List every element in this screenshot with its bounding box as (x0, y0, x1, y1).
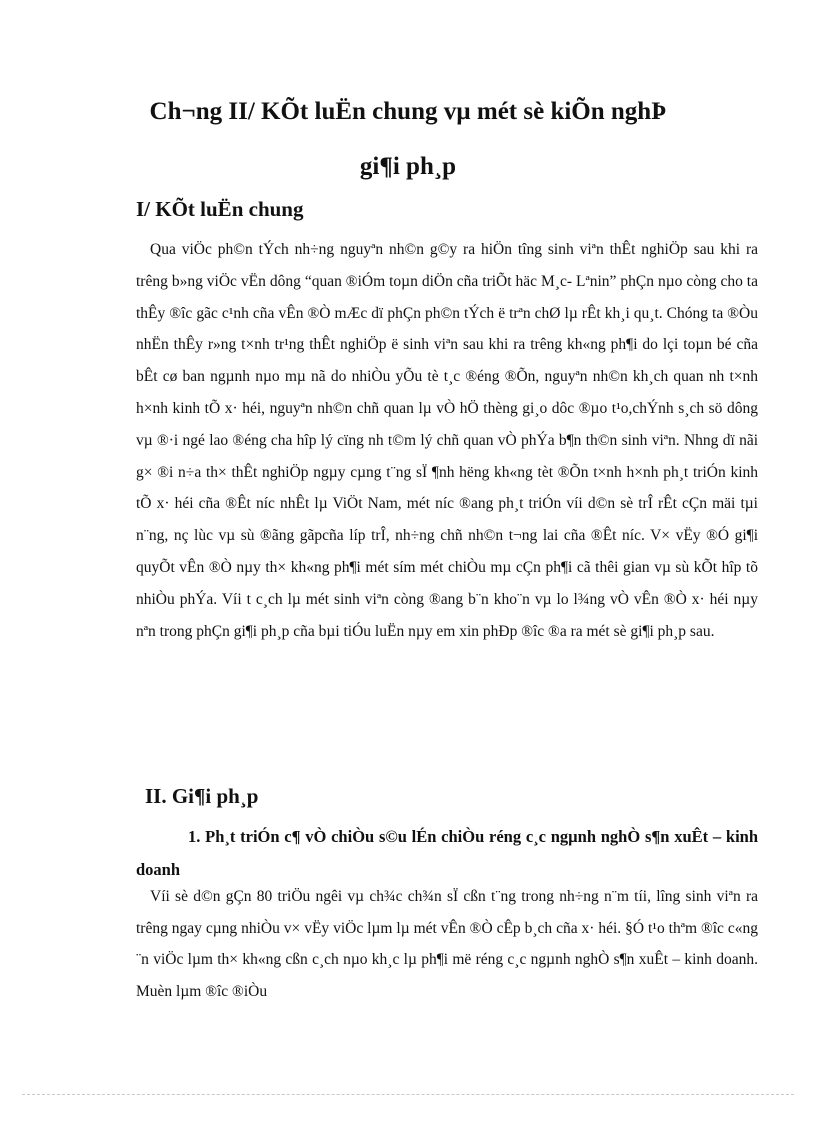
section-heading-solutions: II. Gi¶i ph¸p (145, 784, 259, 808)
section-heading-conclusion: I/ KÕt luËn chung (136, 197, 304, 221)
solutions-paragraph: Víi sè d©n gÇn 80 triÖu ngêi vµ ch¾c ch¾n sÏ cßn t¨ng trong nh÷ng n¨m tíi, lîng sinh viªn ra trêng ngay cµng nhiÒu v× vËy viÖc lµm lµ mét vÊn ®Ò cÊp b¸ch cña x· héi. §Ó t¹o thªm ®îc c«ng ¨n viÖc lµm th× kh«ng cßn c¸ch nµo kh¸c lµ ph¶i më réng c¸c ngµnh nghÒ s¶n xuÊt – kinh doanh. Muèn lµm ®îc ®iÒu (136, 888, 758, 1000)
subsection-heading-1: 1. Ph¸t triÓn c¶ vÒ chiÒu s©u lÉn chiÒu réng c¸c ngµnh nghÒ s¶n xuÊt – kinh doanh (136, 827, 758, 879)
chapter-title-line-1: Ch¬ng II/ KÕt luËn chung vµ mét sè kiÕn nghÞ (149, 98, 667, 125)
chapter-title-line-2: gi¶i ph¸p (359, 153, 457, 180)
conclusion-paragraph: Qua viÖc ph©n tÝch nh÷ng nguyªn nh©n g©y ra hiÖn tîng sinh viªn thÊt nghiÖp sau khi ra trêng b»ng viÖc vËn dông “quan ®iÓm toµn diÖn cña triÕt häc M¸c- Lªnin” phÇn nµo còng cho ta thÊy ®îc gãc c¹nh cña vÊn ®Ò mÆc dï phÇn ph©n tÝch ë trªn chØ lµ rÊt kh¸i qu¸t. Chóng ta ®Òu nhËn thÊy r»ng t×nh tr¹ng thÊt nghiÖp ë sinh viªn sau khi ra trêng kh«ng ph¶i do lçi toµn bé cña bÊt cø ban ngµnh nµo mµ nã do nhiÒu yÕu tè t¸c ®éng ®Õn, nguyªn nh©n kh¸ch quan nh t×nh h×nh kinh tÕ x· héi, nguyªn nh©n chñ quan lµ vÒ hÖ thèng gi¸o dôc ®µo t¹o,chÝnh s¸ch sö dông vµ ®·i ngé lao ®éng cha hîp lý cïng nh t©m lý chñ quan vÒ phÝa b¶n th©n sinh viªn. Nhng dï nãi g× ®i n÷a th× thÊt nghiÖp ngµy cµng t¨ng sÏ ¶nh hëng kh«ng tèt ®Õn t×nh h×nh ph¸t triÓn kinh tÕ x· héi cña ®Êt níc nhÊt lµ ViÖt Nam, mét níc ®ang ph¸t triÓn víi d©n sè trÎ rÊt cÇn mäi tµi n¨ng, nç lùc vµ sù ®ãng gãpcña líp trÎ, nh÷ng chñ nh©n t¬ng lai cña ®Êt níc. V× vËy ®Ó gi¶i quyÕt vÊn ®Ò nµy th× kh«ng ph¶i mét sím mét chiÒu mµ cÇn ph¶i cã thêi gian vµ sù kÕt hîp tõ nhiÒu phÝa. Víi t c¸ch lµ mét sinh viªn còng ®ang b¨n kho¨n vµ lo l¾ng vÒ vÊn ®Ò x· héi nµy nªn trong phÇn gi¶i ph¸p cña bµi tiÓu luËn nµy em xin phÐp ®îc ®a ra mét sè gi¶i ph¸p sau. (136, 241, 758, 640)
page-footer-divider (22, 1094, 794, 1095)
